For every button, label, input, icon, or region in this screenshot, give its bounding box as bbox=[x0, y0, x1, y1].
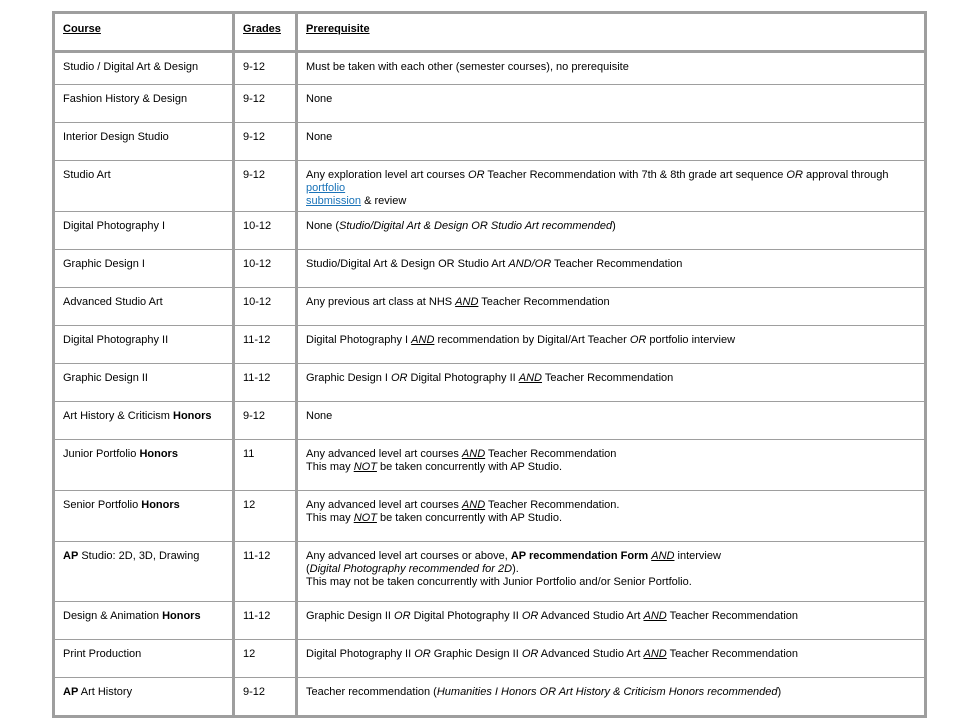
prerequisite-cell: Digital Photography II OR Graphic Design II OR Advanced Studio Art AND Teacher Recommendation bbox=[297, 640, 926, 678]
course-name: Advanced Studio Art bbox=[63, 296, 163, 308]
grades-cell: 9-12 bbox=[234, 678, 297, 717]
grades-cell: 9-12 bbox=[234, 402, 297, 440]
course-name: Fashion History & Design bbox=[63, 93, 188, 105]
prerequisite-cell: None (Studio/Digital Art & Design OR Studio Art recommended) bbox=[297, 212, 926, 250]
course-cell: Junior Portfolio Honors bbox=[54, 440, 234, 491]
course-name: Interior Design Studio bbox=[63, 131, 169, 143]
table-row bbox=[54, 440, 926, 491]
course-name: Graphic Design II bbox=[63, 372, 148, 384]
prerequisite-cell bbox=[297, 52, 926, 85]
header-prerequisite bbox=[297, 13, 926, 52]
prerequisite-cell: Any previous art class at NHS AND Teacher Recommendation bbox=[297, 288, 926, 326]
portfolio-submission-link[interactable]: portfolio bbox=[306, 182, 346, 194]
course-cell: Senior Portfolio Honors bbox=[54, 491, 234, 542]
table-row bbox=[54, 678, 926, 717]
table-row bbox=[54, 161, 926, 212]
header-course-label: Course bbox=[63, 23, 101, 35]
prerequisite-cell: Teacher recommendation (Humanities I Honors OR Art History & Criticism Honors recommended) bbox=[297, 678, 926, 717]
prerequisite-cell: Any advanced level art courses AND Teacher Recommendation. This may NOT be taken concurrently with AP Studio. bbox=[297, 491, 926, 542]
grades-cell: 12 bbox=[234, 491, 297, 542]
table-row bbox=[54, 123, 926, 161]
table-row bbox=[54, 250, 926, 288]
table-row bbox=[54, 364, 926, 402]
course-name: Studio Art bbox=[63, 169, 111, 181]
course-cell bbox=[54, 85, 234, 123]
grades-cell: 12 bbox=[234, 640, 297, 678]
table-row bbox=[54, 402, 926, 440]
header-prerequisite-label: Prerequisite bbox=[306, 23, 370, 35]
course-cell bbox=[54, 640, 234, 678]
prerequisite-cell: Any advanced level art courses AND Teacher Recommendation This may NOT be taken concurrently with AP Studio. bbox=[297, 440, 926, 491]
course-cell bbox=[54, 250, 234, 288]
grades-cell: 10-12 bbox=[234, 288, 297, 326]
grades-cell: 9-12 bbox=[234, 85, 297, 123]
table-row bbox=[54, 326, 926, 364]
course-name: Digital Photography I bbox=[63, 220, 166, 232]
honors-label: Honors bbox=[141, 499, 180, 511]
prerequisite-cell: Studio/Digital Art & Design OR Studio Art AND/OR Teacher Recommendation bbox=[297, 250, 926, 288]
honors-label: Honors bbox=[173, 410, 212, 422]
portfolio-submission-link-cont[interactable]: submission bbox=[306, 195, 362, 207]
header-grades bbox=[234, 13, 297, 52]
grades-cell: 9-12 bbox=[234, 123, 297, 161]
table-row bbox=[54, 288, 926, 326]
course-cell bbox=[54, 326, 234, 364]
table-row bbox=[54, 491, 926, 542]
grades-cell: 10-12 bbox=[234, 250, 297, 288]
grades-cell: 11-12 bbox=[234, 326, 297, 364]
course-cell: AP Art History bbox=[54, 678, 234, 717]
course-cell: Design & Animation Honors bbox=[54, 602, 234, 640]
course-name: Print Production bbox=[63, 648, 142, 660]
course-name: Digital Photography II bbox=[63, 334, 169, 346]
table-row bbox=[54, 542, 926, 602]
prerequisite-cell bbox=[297, 123, 926, 161]
header-course bbox=[54, 13, 234, 52]
prerequisite-cell: Any exploration level art courses OR Teacher Recommendation with 7th & 8th grade art sequence OR approval through portfolio submission & review bbox=[297, 161, 926, 212]
grades-cell: 11-12 bbox=[234, 542, 297, 602]
course-cell bbox=[54, 123, 234, 161]
course-cell bbox=[54, 212, 234, 250]
grades-cell: 10-12 bbox=[234, 212, 297, 250]
grades-cell: 11-12 bbox=[234, 602, 297, 640]
course-cell: AP Studio: 2D, 3D, Drawing bbox=[54, 542, 234, 602]
prerequisite-cell: Graphic Design II OR Digital Photography II OR Advanced Studio Art AND Teacher Recommendation bbox=[297, 602, 926, 640]
prerequisite-cell: Graphic Design I OR Digital Photography II AND Teacher Recommendation bbox=[297, 364, 926, 402]
course-cell bbox=[54, 52, 234, 85]
header-grades-label: Grades bbox=[243, 23, 281, 35]
prerequisite-cell: Any advanced level art courses or above, AP recommendation Form AND interview (Digital Photography recommended for 2D). This may not be taken concurrently with Junior Portfolio and/or Senior Portfolio. bbox=[297, 542, 926, 602]
prerequisite-text: Must be taken with each other (semester courses), no prerequisite bbox=[306, 61, 629, 73]
honors-label: Honors bbox=[162, 610, 201, 622]
grades-cell: 11-12 bbox=[234, 364, 297, 402]
course-cell: Art History & Criticism Honors bbox=[54, 402, 234, 440]
table-row bbox=[54, 212, 926, 250]
table-row bbox=[54, 52, 926, 85]
course-prerequisite-table bbox=[52, 11, 927, 718]
table-header-row bbox=[54, 13, 926, 52]
prerequisite-cell: Digital Photography I AND recommendation by Digital/Art Teacher OR portfolio interview bbox=[297, 326, 926, 364]
grades-cell: 9-12 bbox=[234, 161, 297, 212]
honors-label: Honors bbox=[139, 448, 178, 460]
prerequisite-text: None bbox=[306, 93, 333, 105]
prerequisite-text: None bbox=[306, 131, 333, 143]
course-cell bbox=[54, 161, 234, 212]
table-row bbox=[54, 640, 926, 678]
grades-cell: 9-12 bbox=[234, 52, 297, 85]
grades-cell: 11 bbox=[234, 440, 297, 491]
table-row bbox=[54, 85, 926, 123]
course-name: Studio / Digital Art & Design bbox=[63, 61, 199, 73]
prerequisite-text: None bbox=[306, 410, 333, 422]
prerequisite-cell bbox=[297, 402, 926, 440]
table-row bbox=[54, 602, 926, 640]
course-name: Graphic Design I bbox=[63, 258, 145, 270]
prerequisite-cell bbox=[297, 85, 926, 123]
course-cell bbox=[54, 364, 234, 402]
course-cell bbox=[54, 288, 234, 326]
ap-label: AP bbox=[63, 686, 79, 698]
ap-label: AP bbox=[63, 550, 79, 562]
